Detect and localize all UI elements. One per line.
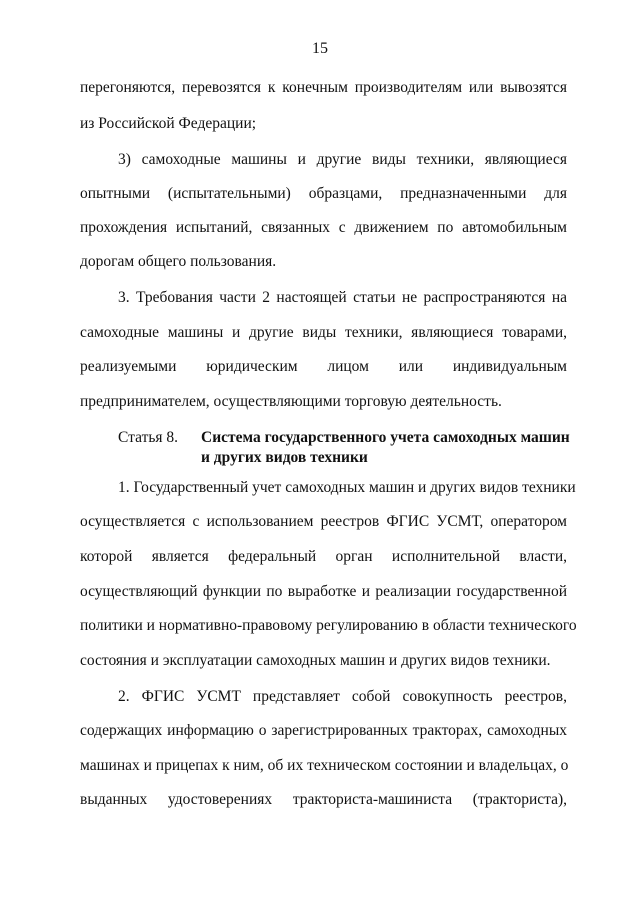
paragraph-line: 3) самоходные машины и другие виды техники, являющиеся: [118, 151, 567, 168]
paragraph-line: прохождения испытаний, связанных с движением по автомобильным: [80, 219, 567, 236]
paragraph-line: самоходные машины и другие виды техники, являющиеся товарами,: [80, 324, 567, 341]
paragraph-line: реализуемыми юридическим лицом или индивидуальным: [80, 358, 567, 375]
paragraph-line: 3. Требования части 2 настоящей статьи не распространяются на: [118, 289, 567, 306]
paragraph-line: из Российской Федерации;: [80, 115, 257, 132]
page-number: 15: [312, 40, 328, 57]
paragraph-line: предпринимателем, осуществляющими торговую деятельность.: [80, 393, 502, 410]
paragraph-line: машинах и прицепах к ним, об их техническом состоянии и владельцах, о: [80, 757, 569, 774]
paragraph-line: 2. ФГИС УСМТ представляет собой совокупность реестров,: [118, 688, 567, 705]
article-title-line: и других видов техники: [201, 449, 368, 466]
paragraph-line: перегоняются, перевозятся к конечным производителям или вывозятся: [80, 79, 567, 96]
paragraph-line: которой является федеральный орган исполнительной власти,: [80, 548, 567, 565]
paragraph-line: состояния и эксплуатации самоходных машин и других видов техники.: [80, 652, 551, 669]
article-label: Статья 8.: [118, 429, 179, 446]
paragraph-line: дорогам общего пользования.: [80, 253, 277, 270]
paragraph-line: осуществляющий функции по выработке и реализации государственной: [80, 583, 567, 600]
paragraph-line: осуществляется с использованием реестров ФГИС УСМТ, оператором: [80, 513, 567, 530]
paragraph-line: выданных удостоверениях тракториста-машиниста (тракториста),: [80, 791, 567, 808]
article-title-line: Система государственного учета самоходных машин: [201, 429, 570, 446]
paragraph-line: содержащих информацию о зарегистрированных тракторах, самоходных: [80, 722, 567, 739]
paragraph-line: политики и нормативно-правовому регулированию в области технического: [80, 617, 577, 634]
paragraph-line: опытными (испытательными) образцами, предназначенными для: [80, 185, 567, 202]
paragraph-line: 1. Государственный учет самоходных машин и других видов техники: [118, 479, 576, 496]
article-title: [201, 428, 570, 468]
